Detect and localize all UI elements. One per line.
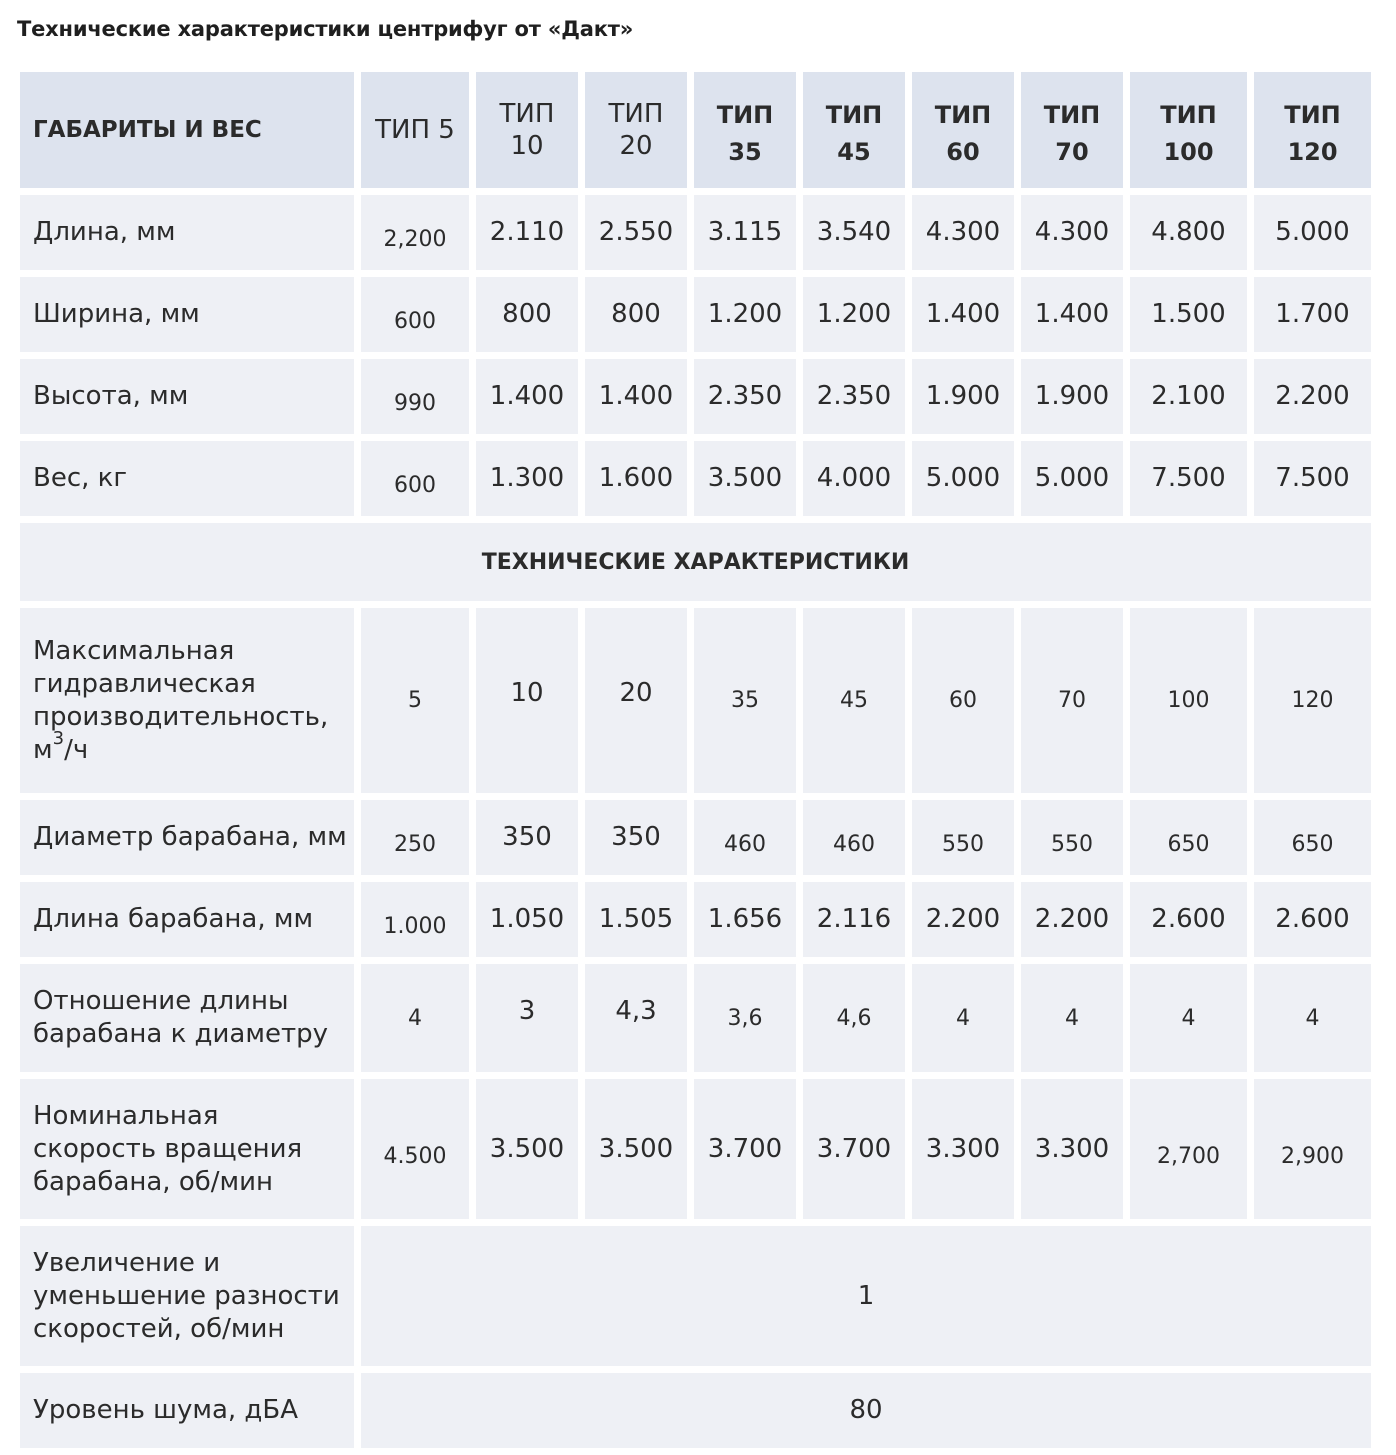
specs-table [13, 65, 1378, 1455]
cell: 550 [1021, 800, 1123, 875]
cell: 4 [361, 964, 469, 1072]
cell: 4.800 [1130, 195, 1247, 270]
cell: 2.550 [585, 195, 687, 270]
cell: 350 [476, 800, 578, 875]
header-type-70: ТИП 70 [1021, 72, 1123, 188]
cell: 4,3 [585, 964, 687, 1072]
cell: 1.500 [1130, 277, 1247, 352]
table-row-ratio [20, 964, 1371, 1072]
capacity-unit-suffix: /ч [64, 734, 89, 765]
cell: 1.900 [912, 359, 1014, 434]
cell: 5 [361, 608, 469, 793]
row-label: Длина, мм [20, 195, 354, 270]
cell: 1.050 [476, 882, 578, 957]
cell: 3 [476, 964, 578, 1072]
cell: 5.000 [1021, 441, 1123, 516]
section-row [20, 523, 1371, 601]
header-row [20, 72, 1371, 188]
table-row-speed [20, 1079, 1371, 1219]
cell: 460 [694, 800, 796, 875]
row-label: Номинальная скорость вращения барабана, об/мин [20, 1079, 354, 1219]
cell: 4 [912, 964, 1014, 1072]
cell: 2,700 [1130, 1079, 1247, 1219]
cell: 10 [476, 608, 578, 793]
cell: 4 [1130, 964, 1247, 1072]
header-type-20: ТИП 20 [585, 72, 687, 188]
cell: 1.656 [694, 882, 796, 957]
cell: 3.300 [1021, 1079, 1123, 1219]
cell: 7.500 [1254, 441, 1371, 516]
cell: 3.700 [803, 1079, 905, 1219]
table-row-weight [20, 441, 1371, 516]
cell: 4.300 [1021, 195, 1123, 270]
cell: 1.400 [912, 277, 1014, 352]
cell: 2,200 [361, 195, 469, 270]
cell: 3.540 [803, 195, 905, 270]
cell: 2.200 [1254, 359, 1371, 434]
header-type-10: ТИП 10 [476, 72, 578, 188]
cell: 1.300 [476, 441, 578, 516]
cell: 800 [585, 277, 687, 352]
cell: 1 [361, 1226, 1371, 1366]
cell: 20 [585, 608, 687, 793]
cell: 100 [1130, 608, 1247, 793]
header-type-45: ТИП 45 [803, 72, 905, 188]
cell: 4 [1254, 964, 1371, 1072]
table-row-width [20, 277, 1371, 352]
header-type-60: ТИП 60 [912, 72, 1014, 188]
cell: 1.400 [1021, 277, 1123, 352]
header-dimensions-label: ГАБАРИТЫ И ВЕС [20, 72, 354, 188]
cell: 1.000 [361, 882, 469, 957]
cell: 1.400 [476, 359, 578, 434]
cell: 4,6 [803, 964, 905, 1072]
cell: 2.116 [803, 882, 905, 957]
cell: 650 [1254, 800, 1371, 875]
cell: 2.200 [912, 882, 1014, 957]
cell: 1.900 [1021, 359, 1123, 434]
row-label: Увеличение и уменьшение разности скоростей, об/мин [20, 1226, 354, 1366]
row-label: Отношение длины барабана к диаметру [20, 964, 354, 1072]
cell: 350 [585, 800, 687, 875]
cell: 3.300 [912, 1079, 1014, 1219]
cell: 7.500 [1130, 441, 1247, 516]
cell: 2.200 [1021, 882, 1123, 957]
row-label: Вес, кг [20, 441, 354, 516]
cell: 2.600 [1130, 882, 1247, 957]
cell: 70 [1021, 608, 1123, 793]
cell: 5.000 [912, 441, 1014, 516]
capacity-unit-sup: 3 [52, 727, 65, 749]
table-row-capacity [20, 608, 1371, 793]
cell: 2.100 [1130, 359, 1247, 434]
cell: 45 [803, 608, 905, 793]
header-type-100: ТИП 100 [1130, 72, 1247, 188]
row-label [20, 608, 354, 793]
section-title: ТЕХНИЧЕСКИЕ ХАРАКТЕРИСТИКИ [20, 523, 1371, 601]
cell: 600 [361, 441, 469, 516]
cell: 600 [361, 277, 469, 352]
cell: 80 [361, 1373, 1371, 1448]
table-row-height [20, 359, 1371, 434]
header-type-120: ТИП 120 [1254, 72, 1371, 188]
cell: 1.600 [585, 441, 687, 516]
cell: 4.500 [361, 1079, 469, 1219]
cell: 5.000 [1254, 195, 1371, 270]
cell: 4 [1021, 964, 1123, 1072]
table-row-speed-difference [20, 1226, 1371, 1366]
cell: 2.350 [803, 359, 905, 434]
cell: 800 [476, 277, 578, 352]
header-type-5: ТИП 5 [361, 72, 469, 188]
table-row-length [20, 195, 1371, 270]
cell: 990 [361, 359, 469, 434]
cell: 4.000 [803, 441, 905, 516]
cell: 550 [912, 800, 1014, 875]
header-type-35: ТИП 35 [694, 72, 796, 188]
cell: 3.115 [694, 195, 796, 270]
table-row-drum-diameter [20, 800, 1371, 875]
row-label: Ширина, мм [20, 277, 354, 352]
cell: 1.700 [1254, 277, 1371, 352]
row-label: Диаметр барабана, мм [20, 800, 354, 875]
cell: 2,900 [1254, 1079, 1371, 1219]
cell: 35 [694, 608, 796, 793]
cell: 3,6 [694, 964, 796, 1072]
cell: 2.110 [476, 195, 578, 270]
capacity-label-text: Максимальная гидравлическая производительность, м [33, 635, 329, 765]
page-title: Технические характеристики центрифуг от «Дакт» [17, 17, 634, 41]
row-label: Длина барабана, мм [20, 882, 354, 957]
cell: 460 [803, 800, 905, 875]
table-row-drum-length [20, 882, 1371, 957]
cell: 1.505 [585, 882, 687, 957]
row-label: Уровень шума, дБА [20, 1373, 354, 1448]
cell: 3.500 [694, 441, 796, 516]
cell: 2.350 [694, 359, 796, 434]
cell: 2.600 [1254, 882, 1371, 957]
cell: 1.400 [585, 359, 687, 434]
cell: 650 [1130, 800, 1247, 875]
row-label: Высота, мм [20, 359, 354, 434]
cell: 250 [361, 800, 469, 875]
cell: 3.500 [585, 1079, 687, 1219]
cell: 3.700 [694, 1079, 796, 1219]
cell: 4.300 [912, 195, 1014, 270]
cell: 3.500 [476, 1079, 578, 1219]
table-row-noise [20, 1373, 1371, 1448]
cell: 60 [912, 608, 1014, 793]
cell: 1.200 [694, 277, 796, 352]
cell: 1.200 [803, 277, 905, 352]
cell: 120 [1254, 608, 1371, 793]
